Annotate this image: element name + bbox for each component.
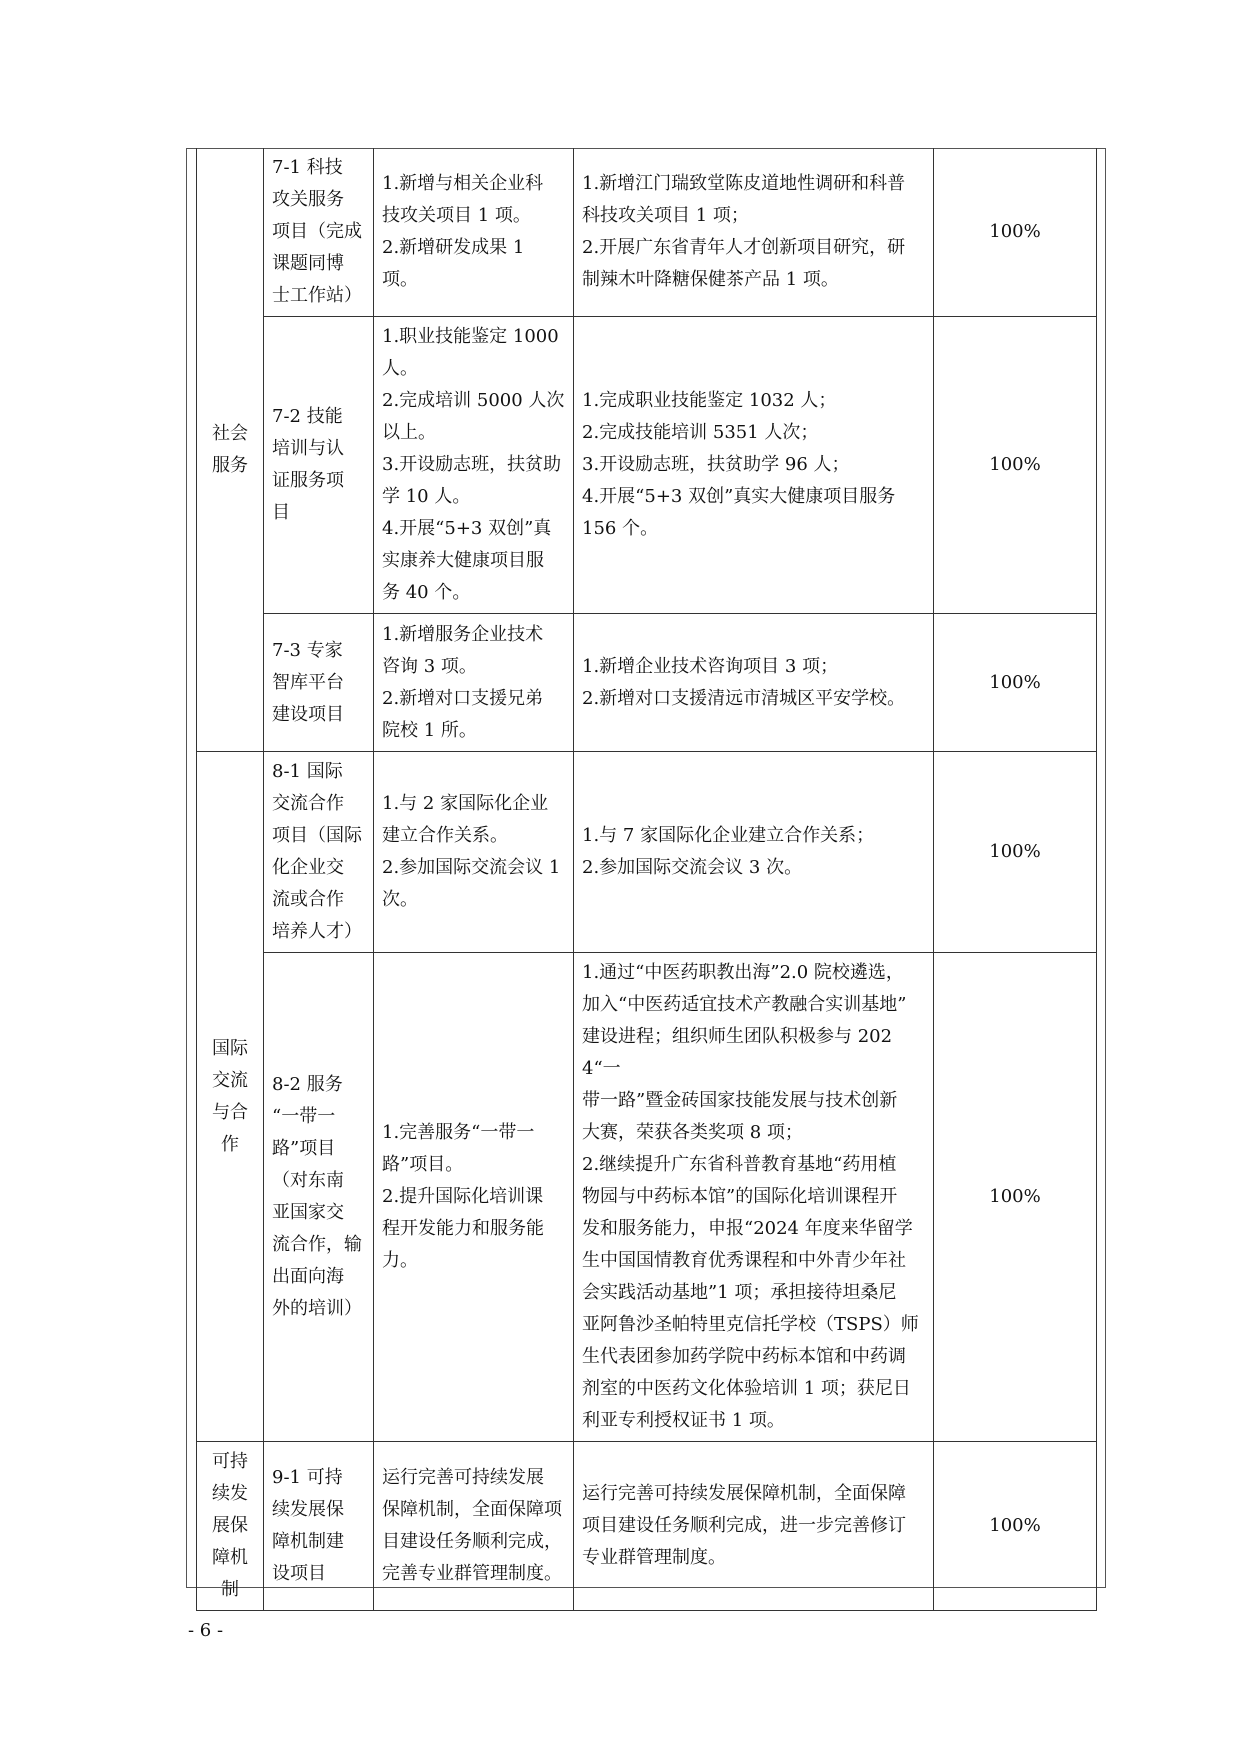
target-text: 务 40 个。 bbox=[382, 582, 471, 603]
result-text: 发和服务能力，申报“2024 年度来华留学 bbox=[582, 1218, 913, 1239]
project-cell bbox=[264, 148, 374, 317]
target-text: 1.新增与相关企业科 bbox=[382, 173, 544, 194]
project-text: 化企业交 bbox=[272, 857, 344, 878]
result-text: 2.继续提升广东省科普教育基地“药用植 bbox=[582, 1154, 897, 1175]
project-text: 目 bbox=[272, 502, 290, 523]
project-text: 项目（国际 bbox=[272, 825, 362, 846]
result-text: 物园与中药标本馆”的国际化培训课程开 bbox=[582, 1186, 898, 1207]
result-text: 2.参加国际交流会议 3 次。 bbox=[582, 857, 803, 878]
target-text: 次。 bbox=[382, 889, 418, 910]
target-text: 保障机制，全面保障项 bbox=[382, 1499, 562, 1520]
project-text: 课题同博 bbox=[272, 253, 344, 274]
result-text: 专业群管理制度。 bbox=[582, 1547, 726, 1568]
category-text: 展保 bbox=[212, 1515, 248, 1536]
category-text: 交流 bbox=[212, 1069, 248, 1091]
project-text: 路”项目 bbox=[272, 1138, 336, 1159]
target-text: 程开发能力和服务能 bbox=[382, 1218, 544, 1239]
result-text: 大赛，荣获各类奖项 8 项； bbox=[582, 1122, 803, 1143]
completion-rate: 100% bbox=[934, 953, 1097, 1442]
result-text: 2.开展广东省青年人才创新项目研究，研 bbox=[582, 237, 906, 258]
table-row bbox=[197, 1442, 1097, 1611]
project-text: 证服务项 bbox=[272, 470, 344, 491]
target-text: 2.参加国际交流会议 1 bbox=[382, 857, 561, 878]
target-text: 2.新增对口支援兄弟 bbox=[382, 687, 544, 709]
project-text: 士工作站） bbox=[272, 285, 362, 306]
result-text: 利亚专利授权证书 1 项。 bbox=[582, 1410, 785, 1431]
result-text: 1.与 7 家国际化企业建立合作关系； bbox=[582, 825, 875, 846]
table-row bbox=[197, 317, 1097, 614]
result-text: 剂室的中医药文化体验培训 1 项；获尼日 bbox=[582, 1378, 911, 1399]
project-text: 攻关服务 bbox=[272, 189, 344, 210]
project-text: 外的培训） bbox=[272, 1298, 362, 1319]
result-text: 项目建设任务顺利完成，进一步完善修订 bbox=[582, 1515, 906, 1536]
project-text: 培训与认 bbox=[272, 438, 344, 459]
target-text: 1.完善服务“一带一 bbox=[382, 1122, 535, 1143]
table-row bbox=[197, 752, 1097, 953]
target-cell bbox=[374, 953, 574, 1442]
category-cell bbox=[197, 1442, 264, 1611]
result-cell bbox=[574, 317, 934, 614]
target-cell bbox=[374, 752, 574, 953]
completion-rate: 100% bbox=[934, 148, 1097, 317]
target-text: 咨询 3 项。 bbox=[382, 655, 477, 677]
project-cell bbox=[264, 752, 374, 953]
table-row bbox=[197, 953, 1097, 1442]
category-cell bbox=[197, 148, 264, 752]
project-text: 出面向海 bbox=[272, 1266, 344, 1287]
result-text: 1.完成职业技能鉴定 1032 人； bbox=[582, 390, 837, 411]
result-text: 生代表团参加药学院中药标本馆和中药调 bbox=[582, 1346, 906, 1367]
result-text: 亚阿鲁沙圣帕特里克信托学校（TSPS）师 bbox=[582, 1314, 919, 1335]
result-cell bbox=[574, 953, 934, 1442]
project-cell bbox=[264, 614, 374, 752]
project-text: 亚国家交 bbox=[272, 1202, 344, 1223]
target-text: 人。 bbox=[382, 358, 418, 379]
category-text: 服务 bbox=[212, 454, 248, 476]
category-cell bbox=[197, 752, 264, 1442]
target-text: 实康养大健康项目服 bbox=[382, 550, 544, 571]
target-text: 运行完善可持续发展 bbox=[382, 1467, 544, 1488]
project-text: 7-2 技能 bbox=[272, 406, 343, 427]
target-text: 力。 bbox=[382, 1250, 418, 1271]
category-text: 国际 bbox=[212, 1037, 248, 1059]
target-text: 路”项目。 bbox=[382, 1154, 464, 1175]
result-text: 会实践活动基地”1 项；承担接待坦桑尼 bbox=[582, 1282, 897, 1303]
result-text: 4.开展“5+3 双创”真实大健康项目服务 bbox=[582, 486, 896, 507]
project-text: 续发展保 bbox=[272, 1499, 344, 1520]
target-text: 1.与 2 家国际化企业 bbox=[382, 793, 549, 814]
target-cell bbox=[374, 148, 574, 317]
project-text: “一带一 bbox=[272, 1106, 336, 1127]
project-table bbox=[196, 148, 1097, 1611]
completion-rate: 100% bbox=[934, 614, 1097, 752]
target-text: 1.新增服务企业技术 bbox=[382, 623, 544, 645]
project-text: 7-1 科技 bbox=[272, 157, 343, 178]
category-text: 障机 bbox=[212, 1547, 248, 1568]
project-text: 9-1 可持 bbox=[272, 1467, 343, 1488]
project-text: 7-3 专家 bbox=[272, 639, 343, 661]
category-text: 与合 bbox=[212, 1101, 248, 1123]
project-text: 设项目 bbox=[272, 1563, 326, 1584]
project-text: 培养人才） bbox=[272, 921, 362, 942]
project-cell bbox=[264, 1442, 374, 1611]
target-text: 以上。 bbox=[382, 422, 436, 443]
target-text: 2.提升国际化培训课 bbox=[382, 1186, 544, 1207]
table-row bbox=[197, 148, 1097, 317]
result-text: 1.新增企业技术咨询项目 3 项； bbox=[582, 655, 839, 677]
table-row bbox=[197, 614, 1097, 752]
target-text: 完善专业群管理制度。 bbox=[382, 1563, 562, 1584]
completion-rate: 100% bbox=[934, 317, 1097, 614]
project-text: 障机制建 bbox=[272, 1531, 344, 1552]
target-cell bbox=[374, 317, 574, 614]
result-cell bbox=[574, 614, 934, 752]
result-cell bbox=[574, 148, 934, 317]
project-text: 智库平台 bbox=[272, 671, 344, 693]
target-text: 建立合作关系。 bbox=[382, 825, 508, 846]
project-text: 流合作，输 bbox=[272, 1234, 362, 1255]
page-number: - 6 - bbox=[188, 1620, 224, 1641]
target-text: 1.职业技能鉴定 1000 bbox=[382, 326, 559, 347]
result-text: 加入“中医药适宜技术产教融合实训基地” bbox=[582, 994, 907, 1015]
result-text: 2.新增对口支援清远市清城区平安学校。 bbox=[582, 687, 906, 709]
target-text: 4.开展“5+3 双创”真 bbox=[382, 518, 552, 539]
category-text: 社会 bbox=[212, 422, 248, 444]
result-text: 带一路”暨金砖国家技能发展与技术创新 bbox=[582, 1090, 898, 1111]
result-text: 制辣木叶降糖保健茶产品 1 项。 bbox=[582, 269, 839, 290]
project-text: 建设项目 bbox=[272, 703, 344, 725]
target-text: 目建设任务顺利完成， bbox=[382, 1531, 562, 1552]
result-text: 生中国国情教育优秀课程和中外青少年社 bbox=[582, 1250, 906, 1271]
project-text: 交流合作 bbox=[272, 793, 344, 814]
project-text: （对东南 bbox=[272, 1170, 344, 1191]
target-cell bbox=[374, 614, 574, 752]
category-text: 续发 bbox=[212, 1483, 248, 1504]
result-text: 1.新增江门瑞致堂陈皮道地性调研和科普 bbox=[582, 173, 906, 194]
target-text: 学 10 人。 bbox=[382, 486, 471, 507]
target-text: 院校 1 所。 bbox=[382, 719, 477, 741]
result-text: 科技攻关项目 1 项； bbox=[582, 205, 749, 226]
target-cell bbox=[374, 1442, 574, 1611]
category-text: 制 bbox=[221, 1579, 239, 1600]
target-text: 2.新增研发成果 1 项。 bbox=[382, 237, 525, 290]
target-text: 2.完成培训 5000 人次 bbox=[382, 390, 565, 411]
target-text: 技攻关项目 1 项。 bbox=[382, 205, 531, 226]
result-text: 运行完善可持续发展保障机制，全面保障 bbox=[582, 1483, 906, 1504]
project-text: 项目（完成 bbox=[272, 221, 362, 242]
project-cell bbox=[264, 953, 374, 1442]
completion-rate: 100% bbox=[934, 752, 1097, 953]
project-text: 流或合作 bbox=[272, 889, 344, 910]
result-text: 建设进程；组织师生团队积极参与 2024“一 bbox=[582, 1026, 893, 1079]
category-text: 可持 bbox=[212, 1451, 248, 1472]
target-text: 3.开设励志班，扶贫助 bbox=[382, 454, 562, 475]
project-cell bbox=[264, 317, 374, 614]
result-text: 2.完成技能培训 5351 人次； bbox=[582, 422, 819, 443]
result-text: 1.通过“中医药职教出海”2.0 院校遴选， bbox=[582, 962, 904, 983]
result-text: 3.开设励志班，扶贫助学 96 人； bbox=[582, 454, 850, 475]
completion-rate: 100% bbox=[934, 1442, 1097, 1611]
result-cell bbox=[574, 752, 934, 953]
category-text: 作 bbox=[221, 1133, 239, 1155]
project-text: 8-1 国际 bbox=[272, 761, 343, 782]
result-cell bbox=[574, 1442, 934, 1611]
project-text: 8-2 服务 bbox=[272, 1074, 343, 1095]
result-text: 156 个。 bbox=[582, 518, 659, 539]
